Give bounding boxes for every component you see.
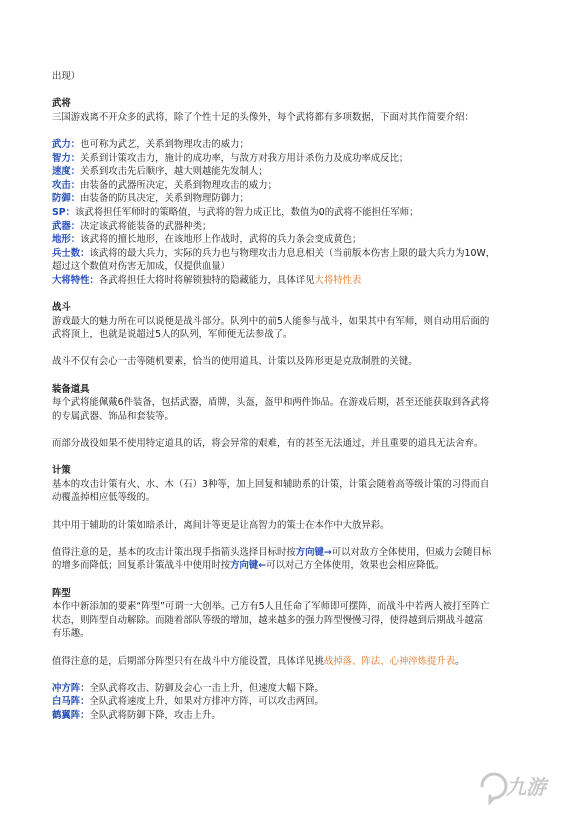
formation-term: 冲方阵： <box>52 682 90 694</box>
attr-term: 武器： <box>52 220 81 232</box>
formation-term: 白马阵： <box>52 696 90 708</box>
attr-desc: 决定该武将能装备的武器种类； <box>80 220 212 232</box>
attr-line <box>52 179 538 193</box>
attr-term: 地形： <box>52 234 81 246</box>
section-heading-generals: 武将 <box>52 98 71 110</box>
attr-term: 攻击： <box>52 179 81 191</box>
direction-key-left: 方向键← <box>230 560 267 572</box>
attr-continuation: 超过这个数值对伤害无加成，仅提供血量） <box>52 261 231 273</box>
attr-desc: 关系到计策攻击力，施计的成功率，与敌方对我方用计杀伤力及成功率成反比； <box>80 152 409 164</box>
attr-desc: 该武将的擅长地形，在该地形上作战时，武将的兵力条会变成黄色； <box>80 234 362 246</box>
formation-desc: 全队武将速度上升，如果对方排冲方阵，可以攻击两回。 <box>89 696 324 708</box>
attr-line-special <box>52 274 538 288</box>
document-page <box>52 70 538 723</box>
formation-item <box>52 682 538 696</box>
paragraph-line: 的增多而降低；回复系计策战斗中使用时按方向键←可以对己方全体使用，效果也会相应降低。 <box>52 560 445 572</box>
attr-term: 武力： <box>52 138 81 150</box>
paragraph-line: 值得注意的是，后期部分阵型只有在战斗中方能设置，具体详见挑战掉落、阵法、心神淬炼提升表。 <box>52 655 465 667</box>
attr-line <box>52 152 538 166</box>
watermark-text: 九游 <box>506 775 546 799</box>
formation-item <box>52 709 538 723</box>
attr-term: 速度： <box>52 166 81 178</box>
attr-term: SP： <box>52 206 75 218</box>
section-heading-equipment: 装备道具 <box>52 383 90 395</box>
paragraph-line: 基本的攻击计策有火、水、木（石）3种等，加上回复和辅助系的计策，计策会随着高等级计策的习得而自 <box>52 478 490 490</box>
attr-desc: 也可称为武艺，关系到物理攻击的威力； <box>80 138 249 150</box>
formation-desc: 全队武将防御下降，攻击上升。 <box>89 709 221 721</box>
attr-line <box>52 192 538 206</box>
paragraph-line: 战斗不仅有会心一击等随机要素，恰当的使用道具、计策以及阵形更是克敌制胜的关键。 <box>52 356 418 368</box>
formation-desc: 全队武将攻击、防御及会心一击上升，但速度大幅下降。 <box>89 682 324 694</box>
nine-game-logo-icon <box>476 766 556 806</box>
attr-term: 智力： <box>52 152 81 164</box>
paragraph-line: 游戏最大的魅力所在可以说便是战斗部分。队列中的前5人能参与战斗，如果其中有军师，则自动用后面的 <box>52 315 490 327</box>
attr-line <box>52 138 538 152</box>
attr-desc: 该武将的最大兵力，实际的兵力也与物理攻击力息息相关（当前版本伤害上限的最大兵力为10W， <box>89 247 496 259</box>
generals-intro: 三国游戏离不开众多的武将，除了个性十足的头像外，每个武将都有多项数据，下面对其作简要介绍： <box>52 111 474 123</box>
paragraph-line: 每个武将能佩戴6件装备，包括武器，盾牌，头盔，盔甲和两件饰品。在游戏后期，甚至还能获取到各武将 <box>52 397 490 409</box>
attr-term: 防御： <box>52 193 81 205</box>
attr-desc: 关系到攻击先后顺序，越大则越能先发制人； <box>80 166 268 178</box>
attr-line <box>52 220 538 234</box>
section-heading-formation: 阵型 <box>52 587 71 599</box>
attr-line <box>52 233 538 247</box>
formation-term: 鹤翼阵： <box>52 709 90 721</box>
section-heading-tactics: 计策 <box>52 465 71 477</box>
attr-line <box>52 165 538 179</box>
direction-key-right: 方向键→ <box>295 546 332 558</box>
special-trait-link[interactable]: 大将特性表 <box>314 274 362 286</box>
paragraph-line: 而部分战役如果不使用特定道具的话，将会异常的艰难，有的甚至无法通过，并且重要的道具无法舍弃。 <box>52 438 484 450</box>
paragraph-line: 武将顶上，也就是说超过5人的队列，军师便无法参战了。 <box>52 329 293 341</box>
paragraph-line: 其中用于辅助的计策如暗杀计，离间计等更是让高智力的策士在本作中大放异彩。 <box>52 519 390 531</box>
attr-term: 大将特性： <box>52 274 99 286</box>
paragraph-line: 值得注意的是，基本的攻击计策出现手指箭头选择目标时按方向键→可以对敌方全体使用，但威力会随目标 <box>52 546 492 558</box>
attr-desc: 由装备的防具决定，关系到物理防御力； <box>80 193 249 205</box>
attr-desc: 由装备的武器所决定，关系到物理攻击的威力； <box>80 179 278 191</box>
attr-desc: 该武将担任军师时的策略值，与武将的智力成正比，数值为0的武将不能担任军师； <box>75 206 419 218</box>
attr-line <box>52 206 538 220</box>
intro-tail: 出现） <box>52 71 81 82</box>
section-heading-battle: 战斗 <box>52 302 71 314</box>
attr-line <box>52 247 538 261</box>
attr-term: 兵士数： <box>52 247 90 259</box>
formation-table-link[interactable]: 战掉落、阵法、心神淬炼提升表 <box>323 655 456 667</box>
paragraph-line: 动覆盖掉相应低等级的。 <box>52 492 156 504</box>
paragraph-line: 有乐趣。 <box>52 628 90 640</box>
paragraph-line: 状态，则阵型自动解除。而随着部队等级的增加，越来越多的强力阵型慢慢习得，使得越到后期战斗越富 <box>52 614 484 626</box>
paragraph-line: 本作中新添加的要素“阵型”可谓一大创举。己方有5人且任命了军师即可摆阵，而战斗中若两人被打至阵亡 <box>52 601 490 613</box>
paragraph-line: 的专属武器、饰品和套装等。 <box>52 410 174 422</box>
formation-item <box>52 695 538 709</box>
watermark-logo <box>476 766 556 806</box>
attr-desc: 各武将担任大将时将解锁独特的隐藏能力，具体详见 <box>98 274 315 286</box>
